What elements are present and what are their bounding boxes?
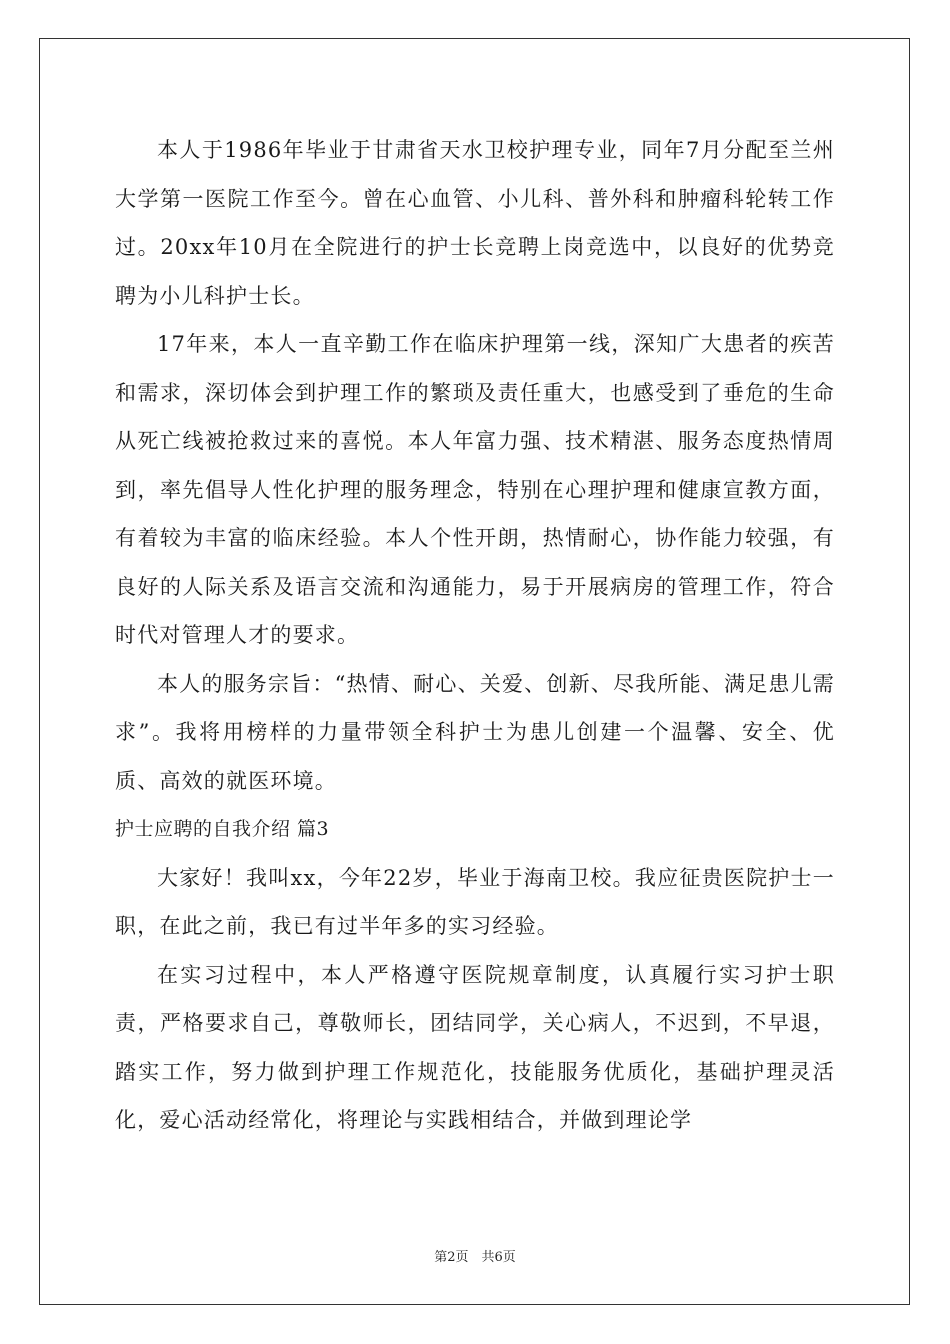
paragraph: 大家好！我叫xx，今年22岁，毕业于海南卫校。我应征贵医院护士一职，在此之前，我已有过半年多的实习经验。	[115, 865, 835, 938]
section-heading: 护士应聘的自我介绍 篇3	[115, 818, 330, 840]
paragraph: 本人于1986年毕业于甘肃省天水卫校护理专业，同年7月分配至兰州大学第一医院工作至今。曾在心血管、小儿科、普外科和肿瘤科轮转工作过。20xx年10月在全院进行的护士长竞聘上岗竞选中，以良好的优势竞聘为小儿科护士长。	[115, 138, 835, 308]
paragraph: 在实习过程中，本人严格遵守医院规章制度，认真履行实习护士职责，严格要求自己，尊敬师长，团结同学，关心病人，不迟到，不早退，踏实工作，努力做到护理工作规范化，技能服务优质化，基础护理灵活化，爱心活动经常化，将理论与实践相结合，并做到理论学	[115, 962, 835, 1132]
document-body	[115, 126, 835, 1145]
paragraph: 17年来，本人一直辛勤工作在临床护理第一线，深知广大患者的疾苦和需求，深切体会到护理工作的繁琐及责任重大，也感受到了垂危的生命从死亡线被抢救过来的喜悦。本人年富力强、技术精湛、服务态度热情周到，率先倡导人性化护理的服务理念，特别在心理护理和健康宣教方面，有着较为丰富的临床经验。本人个性开朗，热情耐心，协作能力较强，有良好的人际关系及语言交流和沟通能力，易于开展病房的管理工作，符合时代对管理人才的要求。	[115, 332, 835, 647]
paragraph: 本人的服务宗旨：“热情、耐心、关爱、创新、尽我所能、满足患儿需求”。我将用榜样的力量带领全科护士为患儿创建一个温馨、安全、优质、高效的就医环境。	[115, 671, 835, 793]
page-footer: 第2页 共6页	[434, 1250, 516, 1265]
